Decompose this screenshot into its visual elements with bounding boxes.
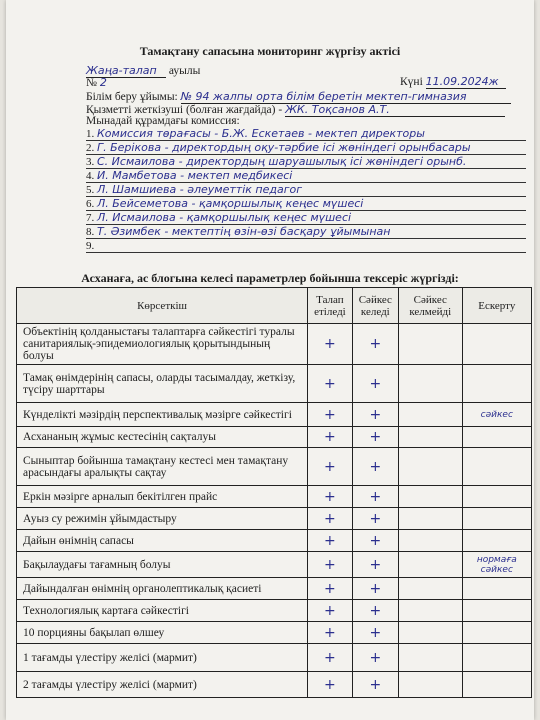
- date-label: Күні: [400, 76, 423, 88]
- required-cell: +: [308, 644, 353, 672]
- note-cell: [462, 365, 531, 403]
- note-cell: сәйкес: [462, 403, 531, 427]
- table-row: [17, 552, 532, 578]
- mismatch-cell: [398, 530, 462, 552]
- required-cell: +: [308, 486, 353, 508]
- note-cell: [462, 600, 531, 622]
- required-cell: +: [308, 552, 353, 578]
- table-row: [17, 427, 532, 448]
- indicator-cell: Асхананың жұмыс кестесінің сақталуы: [17, 427, 308, 448]
- required-cell: +: [308, 508, 353, 530]
- indicator-cell: Ауыз су режимін ұйымдастыру: [17, 508, 308, 530]
- indicator-cell: Сыныптар бойынша тамақтану кестесі мен тамақтану арасындағы аралықты сақтау: [17, 448, 308, 486]
- match-cell: +: [352, 552, 398, 578]
- match-cell: +: [352, 403, 398, 427]
- header-match: Сәйкес келеді: [352, 288, 398, 324]
- table-row: [17, 448, 532, 486]
- match-cell: +: [352, 448, 398, 486]
- match-cell: +: [352, 324, 398, 365]
- header-note: Ескерту: [462, 288, 531, 324]
- table-row: [17, 600, 532, 622]
- document-page: [6, 0, 534, 720]
- mismatch-cell: [398, 644, 462, 672]
- document-title: Тамақтану сапасына мониторинг жүргізу актісі: [139, 44, 401, 58]
- required-cell: +: [308, 427, 353, 448]
- required-cell: +: [308, 365, 353, 403]
- note-cell: нормаға сәйкес: [462, 552, 531, 578]
- inspection-table: [16, 287, 532, 698]
- number-value: 2: [99, 76, 107, 89]
- village-suffix: ауылы: [168, 65, 201, 77]
- mismatch-cell: [398, 365, 462, 403]
- table-row: [17, 508, 532, 530]
- match-cell: +: [352, 486, 398, 508]
- mismatch-cell: [398, 324, 462, 365]
- table-row: [17, 403, 532, 427]
- match-cell: +: [352, 578, 398, 600]
- commission-member: 6. Л. Бейсеметова - қамқоршылық кеңес мүшесі: [86, 197, 526, 211]
- date-value: 11.09.2024ж: [426, 75, 506, 89]
- header-indicator: Көрсеткіш: [17, 288, 308, 324]
- note-cell: [462, 486, 531, 508]
- required-cell: +: [308, 578, 353, 600]
- match-cell: +: [352, 365, 398, 403]
- required-cell: +: [308, 324, 353, 365]
- inspection-subtitle: Асханаға, ас блогына келесі параметрлер бойынша тексеріс жүргізді:: [81, 271, 459, 285]
- table-row: [17, 530, 532, 552]
- mismatch-cell: [398, 486, 462, 508]
- indicator-cell: Тамақ өнімдерінің сапасы, оларды тасымалдау, жеткізу, түсіру шарттары: [17, 365, 308, 403]
- mismatch-cell: [398, 552, 462, 578]
- table-row: [17, 622, 532, 644]
- number-line: [86, 76, 107, 89]
- match-cell: +: [352, 672, 398, 698]
- indicator-cell: Объектінің қолданыстағы талаптарға сәйкестігі туралы санитариялық-эпидемиологиялық қорытындының болуы: [17, 324, 308, 365]
- indicator-cell: 10 порцияны бақылап өлшеу: [17, 622, 308, 644]
- note-cell: [462, 578, 531, 600]
- required-cell: +: [308, 600, 353, 622]
- note-cell: [462, 427, 531, 448]
- commission-member: 9.: [86, 239, 526, 253]
- village-value: Жаңа-талап: [86, 64, 166, 78]
- required-cell: +: [308, 403, 353, 427]
- match-cell: +: [352, 508, 398, 530]
- school-line: [86, 90, 511, 104]
- table-row: [17, 644, 532, 672]
- required-cell: +: [308, 448, 353, 486]
- table-row: [17, 324, 532, 365]
- note-cell: [462, 448, 531, 486]
- number-label: №: [86, 77, 97, 89]
- mismatch-cell: [398, 622, 462, 644]
- commission-member: 4. И. Мамбетова - мектеп медбикесі: [86, 169, 526, 183]
- date-line: [400, 75, 506, 89]
- match-cell: +: [352, 600, 398, 622]
- commission-member: 5. Л. Шамшиева - әлеуметтік педагог: [86, 183, 526, 197]
- required-cell: +: [308, 530, 353, 552]
- match-cell: +: [352, 530, 398, 552]
- note-cell: [462, 644, 531, 672]
- table-row: [17, 578, 532, 600]
- note-cell: [462, 530, 531, 552]
- note-cell: [462, 672, 531, 698]
- required-cell: +: [308, 672, 353, 698]
- table-row: [17, 672, 532, 698]
- commission-member: 8. Т. Әзимбек - мектептің өзін-өзі басқару ұйымынан: [86, 225, 526, 239]
- header-mismatch: Сәйкес келмейді: [398, 288, 462, 324]
- table-row: [17, 365, 532, 403]
- indicator-cell: 1 тағамды үлестіру желісі (мармит): [17, 644, 308, 672]
- school-value: № 94 жалпы орта білім беретін мектеп-гимназия: [181, 90, 511, 104]
- indicator-cell: Бақылаудағы тағамның болуы: [17, 552, 308, 578]
- commission-member: 7. Л. Исмаилова - қамқоршылық кеңес мүшесі: [86, 211, 526, 225]
- match-cell: +: [352, 644, 398, 672]
- mismatch-cell: [398, 600, 462, 622]
- required-cell: +: [308, 622, 353, 644]
- supplier-value: ЖК. Тоқсанов А.Т.: [285, 103, 505, 117]
- match-cell: +: [352, 622, 398, 644]
- note-cell: [462, 508, 531, 530]
- note-cell: [462, 622, 531, 644]
- commission-member: 2. Г. Берікова - директордың оқу-тәрбие ісі жөніндегі орынбасары: [86, 141, 526, 155]
- indicator-cell: 2 тағамды үлестіру желісі (мармит): [17, 672, 308, 698]
- mismatch-cell: [398, 672, 462, 698]
- table-header-row: [17, 288, 532, 324]
- table-row: [17, 486, 532, 508]
- commission-member: 3. С. Исмаилова - директордың шаруашылық ісі жөніндегі орынб.: [86, 155, 526, 169]
- mismatch-cell: [398, 578, 462, 600]
- indicator-cell: Дайын өнімнің сапасы: [17, 530, 308, 552]
- commission-member: 1. Комиссия төрағасы - Б.Ж. Ескетаев - мектеп директоры: [86, 127, 526, 141]
- note-cell: [462, 324, 531, 365]
- indicator-cell: Күнделікті мәзірдің перспективалық мәзірге сәйкестігі: [17, 403, 308, 427]
- match-cell: +: [352, 427, 398, 448]
- mismatch-cell: [398, 448, 462, 486]
- supplier-label: Қызметті жеткізуші (болған жағдайда) -: [86, 104, 283, 116]
- indicator-cell: Дайындалған өнімнің органолептикалық қасиеті: [17, 578, 308, 600]
- commission-label: Мынадай құрамдағы комиссия:: [86, 115, 240, 127]
- indicator-cell: Еркін мәзірге арналып бекітілген прайс: [17, 486, 308, 508]
- mismatch-cell: [398, 508, 462, 530]
- header-required: Талап етіледі: [308, 288, 353, 324]
- school-label: Білім беру ұйымы:: [86, 91, 178, 103]
- mismatch-cell: [398, 427, 462, 448]
- mismatch-cell: [398, 403, 462, 427]
- indicator-cell: Технологиялық картаға сәйкестігі: [17, 600, 308, 622]
- commission-members: [86, 127, 526, 253]
